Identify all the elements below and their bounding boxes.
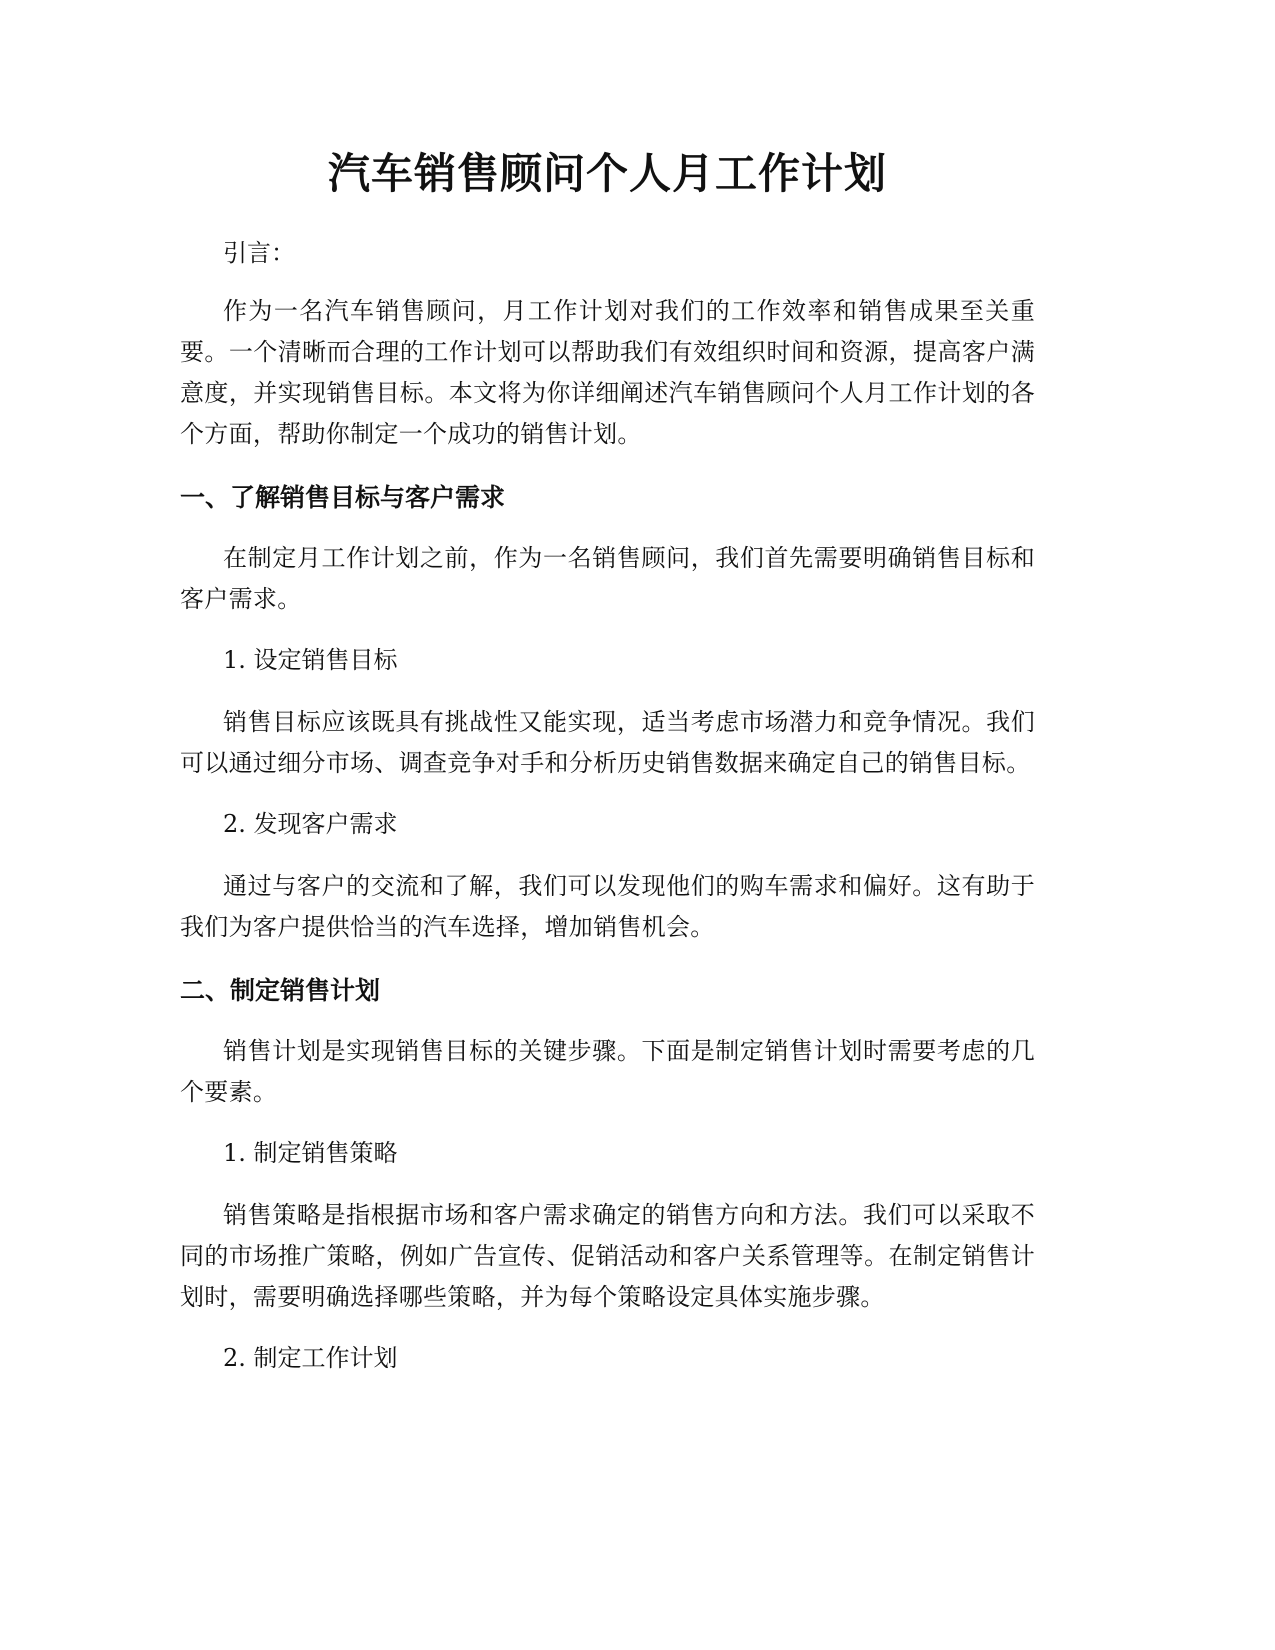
section2-item2-title: 2. 制定工作计划: [223, 1344, 398, 1372]
intro-paragraph: 作为一名汽车销售顾问，月工作计划对我们的工作效率和销售成果至关重要。一个清晰而合理的工作计划可以帮助我们有效组织时间和资源，提高客户满意度，并实现销售目标。本文将为你详细阐述汽车销售顾问个人月工作计划的各个方面，帮助你制定一个成功的销售计划。: [180, 297, 1035, 448]
section1-paragraph: 在制定月工作计划之前，作为一名销售顾问，我们首先需要明确销售目标和客户需求。: [180, 544, 1035, 613]
section2-heading: 二、制定销售计划: [180, 976, 381, 1005]
section2-item1-title: 1. 制定销售策略: [223, 1139, 398, 1167]
section2-paragraph: 销售计划是实现销售目标的关键步骤。下面是制定销售计划时需要考虑的几个要素。: [180, 1037, 1035, 1106]
section1-item1-title: 1. 设定销售目标: [223, 646, 398, 674]
section1-item1-text: 销售目标应该既具有挑战性又能实现，适当考虑市场潜力和竞争情况。我们可以通过细分市场、调查竞争对手和分析历史销售数据来确定自己的销售目标。: [180, 708, 1035, 777]
intro-label: 引言：: [223, 239, 295, 267]
section1-item2-title: 2. 发现客户需求: [223, 810, 398, 838]
section2-item1-text: 销售策略是指根据市场和客户需求确定的销售方向和方法。我们可以采取不同的市场推广策略，例如广告宣传、促销活动和客户关系管理等。在制定销售计划时，需要明确选择哪些策略，并为每个策略设定具体实施步骤。: [180, 1201, 1035, 1311]
document-title: 汽车销售顾问个人月工作计划: [327, 149, 887, 198]
section1-heading: 一、了解销售目标与客户需求: [180, 483, 506, 512]
section1-item2-text: 通过与客户的交流和了解，我们可以发现他们的购车需求和偏好。这有助于我们为客户提供恰当的汽车选择，增加销售机会。: [180, 872, 1035, 941]
